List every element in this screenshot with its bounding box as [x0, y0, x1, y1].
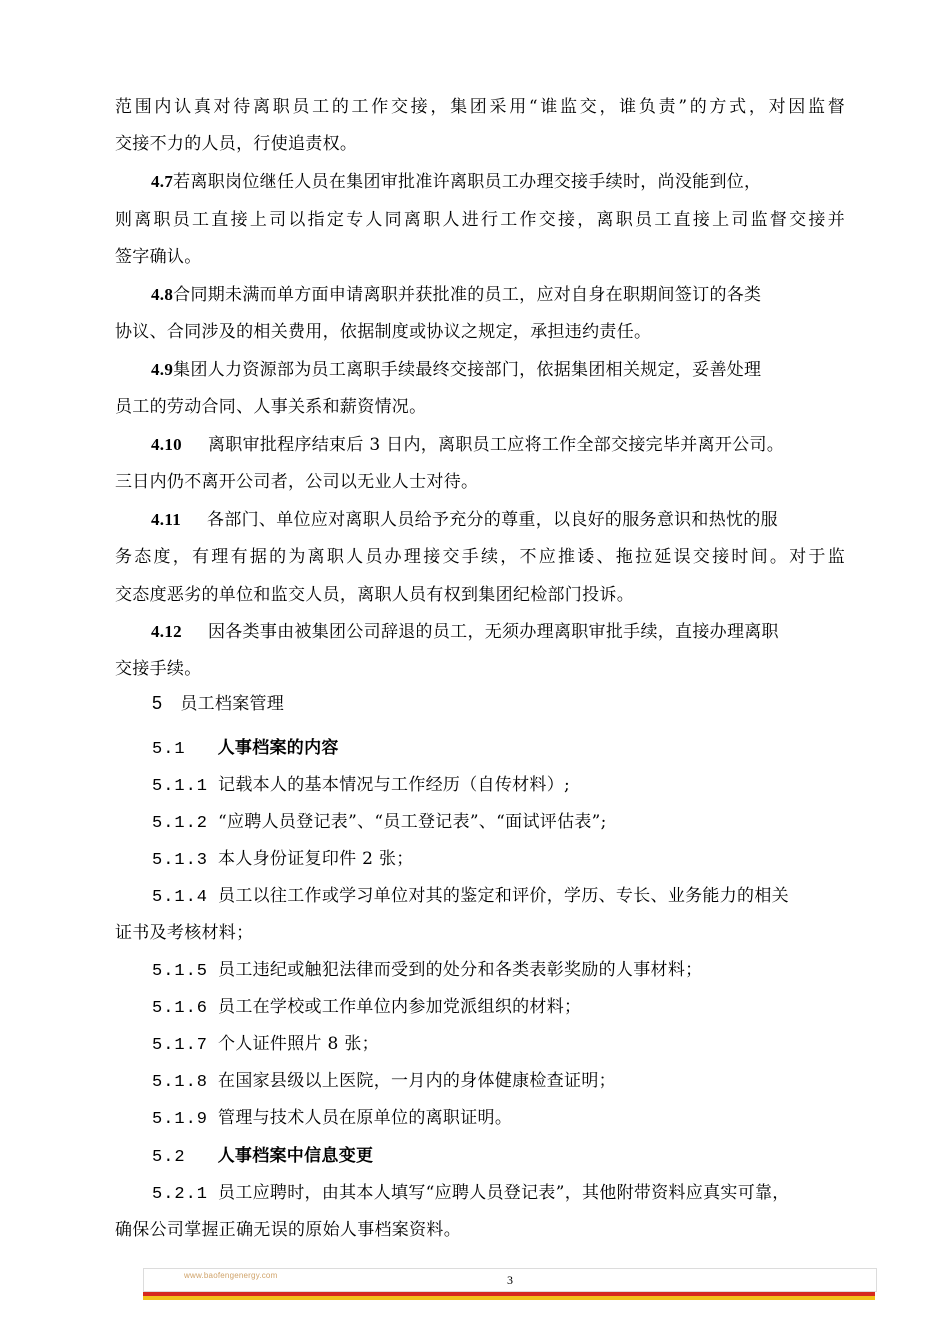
clause-4-7 — [151, 171, 845, 193]
paragraph-line — [115, 658, 845, 680]
paragraph-line — [115, 321, 845, 343]
item-number: 5.1.7 — [152, 1036, 209, 1055]
clause-number: 4.10 — [151, 435, 182, 454]
text-line: 各部门、单位应对离职人员给予充分的尊重，以良好的服务意识和热忱的服 — [207, 510, 778, 530]
item-5-1-6 — [152, 996, 846, 1020]
clause-number: 4.9 — [151, 360, 174, 379]
item-5-1-8 — [152, 1070, 846, 1094]
item-number: 5.1.5 — [152, 962, 209, 981]
text-line: 员工应聘时，由其本人填写“应聘人员登记表”，其他附带资料应真实可靠， — [218, 1183, 790, 1203]
text-line: 三日内仍不离开公司者，公司以无业人士对待。 — [115, 472, 479, 492]
page-footer — [143, 1268, 877, 1292]
text-line: 签字确认。 — [115, 247, 202, 267]
text-line: 证书及考核材料； — [115, 923, 254, 943]
page-number: 3 — [507, 1273, 513, 1287]
text-line: 员工违纪或触犯法律而受到的处分和各类表彰奖励的人事材料； — [218, 960, 703, 980]
clause-4-8 — [151, 284, 845, 306]
clause-number: 4.8 — [151, 285, 174, 304]
text-line: 务态度，有理有据的为离职人员办理接交手续，不应推诿、拖拉延误交接时间。对于监 — [115, 547, 845, 567]
paragraph-line — [115, 209, 845, 231]
clause-number: 4.7 — [151, 172, 174, 191]
text-line: “应聘人员登记表”、“员工登记表”、“面试评估表”; — [218, 812, 607, 832]
section-title: 员工档案管理 — [180, 694, 285, 714]
text-line: 合同期未满而单方面申请离职并获批准的员工，应对自身在职期间签订的各类 — [173, 285, 762, 305]
item-number: 5.1.6 — [152, 999, 209, 1018]
paragraph-line — [115, 96, 845, 118]
text-line: 交接不力的人员，行使追责权。 — [115, 134, 358, 154]
clause-4-10 — [151, 434, 845, 456]
paragraph-line — [115, 396, 845, 418]
paragraph-line — [115, 133, 845, 155]
item-5-1-5 — [152, 959, 846, 983]
paragraph-line — [115, 584, 845, 606]
text-line: 交态度恶劣的单位和监交人员，离职人员有权到集团纪检部门投诉。 — [115, 585, 634, 605]
item-number: 5.1.8 — [152, 1073, 209, 1092]
paragraph-line — [115, 471, 845, 493]
item-5-1-1 — [152, 774, 846, 798]
text-line: 集团人力资源部为员工离职手续最终交接部门，依据集团相关规定，妥善处理 — [173, 360, 762, 380]
text-line: 因各类事由被集团公司辞退的员工，无须办理离职审批手续，直接办理离职 — [207, 622, 779, 642]
clause-4-12 — [151, 621, 845, 643]
section-5-2-heading — [152, 1145, 846, 1169]
item-5-2-1 — [152, 1182, 846, 1206]
item-5-1-4 — [152, 885, 846, 909]
text-line: 确保公司掌握正确无误的原始人事档案资料。 — [115, 1220, 461, 1240]
text-line: 在国家县级以上医院，一月内的身体健康检查证明； — [218, 1071, 616, 1091]
text-line: 个人证件照片 8 张； — [218, 1034, 379, 1054]
section-number: 5.1 — [152, 740, 186, 759]
item-number: 5.1.1 — [152, 777, 209, 796]
item-number: 5.1.4 — [152, 888, 209, 907]
item-5-1-3 — [152, 848, 846, 872]
section-number: 5.2 — [152, 1148, 186, 1167]
text-line: 本人身份证复印件 2 张； — [218, 849, 414, 869]
item-number: 5.1.2 — [152, 814, 209, 833]
text-line: 交接手续。 — [115, 659, 202, 679]
clause-4-11 — [151, 509, 845, 531]
section-5-heading — [152, 692, 846, 715]
text-line: 离职审批程序结束后 3 日内，离职员工应将工作全部交接完毕并离开公司。 — [207, 435, 785, 455]
section-title: 人事档案的内容 — [217, 738, 339, 758]
item-5-1-2 — [152, 811, 846, 835]
footer-website: www.baofengenergy.com — [184, 1271, 278, 1280]
section-5-1-heading — [152, 737, 846, 761]
item-number: 5.2.1 — [152, 1185, 209, 1204]
paragraph-line — [115, 246, 845, 268]
clause-number: 4.12 — [151, 622, 182, 641]
text-line: 协议、合同涉及的相关费用，依据制度或协议之规定，承担违约责任。 — [115, 322, 652, 342]
text-line: 若离职岗位继任人员在集团审批准许离职员工办理交接手续时，尚没能到位， — [173, 172, 762, 192]
text-line: 员工在学校或工作单位内参加党派组织的材料； — [218, 997, 582, 1017]
text-line: 则离职员工直接上司以指定专人同离职人进行工作交接，离职员工直接上司监督交接并 — [115, 210, 845, 230]
paragraph-line — [115, 922, 845, 944]
text-line: 员工以往工作或学习单位对其的鉴定和评价，学历、专长、业务能力的相关 — [218, 886, 789, 906]
item-number: 5.1.9 — [152, 1110, 209, 1129]
text-line: 范围内认真对待离职员工的工作交接，集团采用“谁监交，谁负责”的方式，对因监督 — [115, 97, 845, 117]
item-5-1-7 — [152, 1033, 846, 1057]
paragraph-line — [115, 546, 845, 568]
footer-yellow-bar — [143, 1296, 875, 1300]
text-line: 管理与技术人员在原单位的离职证明。 — [218, 1108, 513, 1128]
item-5-1-9 — [152, 1107, 846, 1131]
item-number: 5.1.3 — [152, 851, 209, 870]
text-line: 员工的劳动合同、人事关系和薪资情况。 — [115, 397, 427, 417]
text-line: 记载本人的基本情况与工作经历（自传材料）; — [218, 775, 571, 795]
section-number: 5 — [152, 693, 163, 713]
section-title: 人事档案中信息变更 — [217, 1146, 374, 1166]
paragraph-line — [115, 1219, 845, 1241]
clause-number: 4.11 — [151, 510, 182, 529]
clause-4-9 — [151, 359, 845, 381]
